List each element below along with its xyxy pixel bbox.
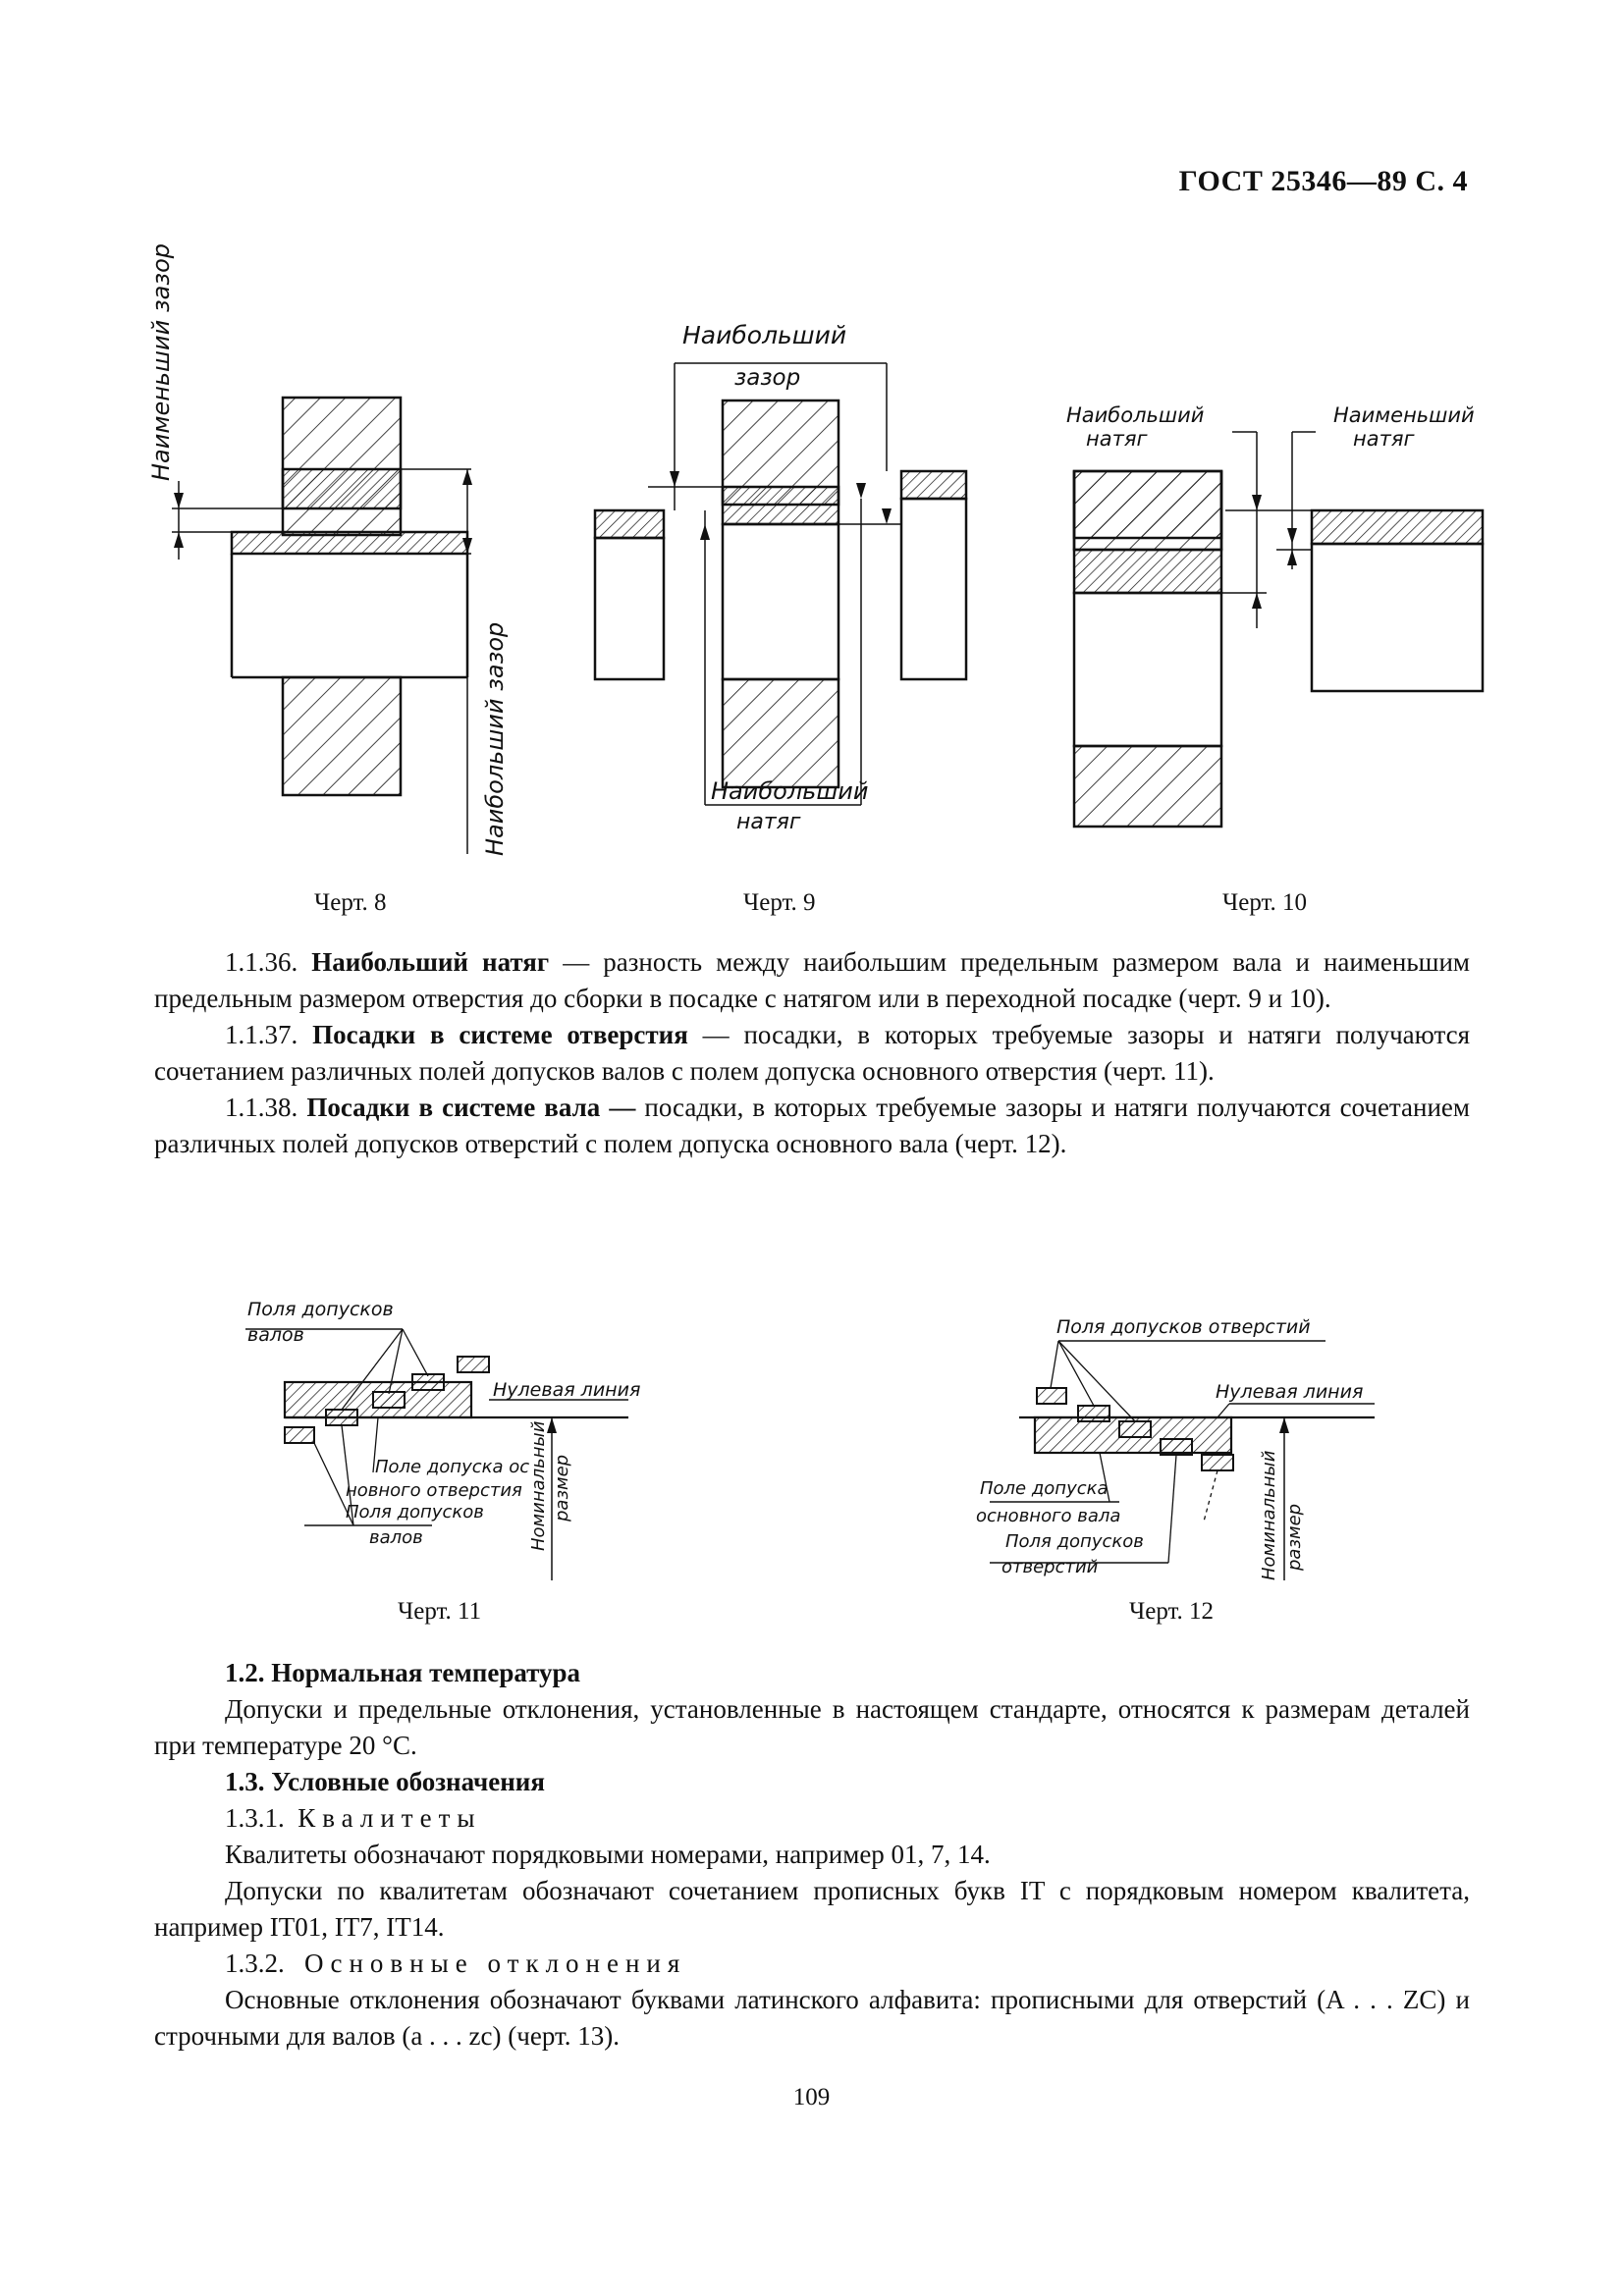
section-1-3-1-text-1: Квалитеты обозначают порядковыми номерами, например 01, 7, 14.	[225, 1840, 991, 1869]
paragraph-1-1-37	[154, 1017, 1470, 1090]
fig12-label-shaft-1: Поле допуска	[980, 1478, 1109, 1499]
fig11-label-zero: Нулевая линия	[493, 1379, 641, 1401]
subsection-title: Основные отклонения	[304, 1949, 687, 1978]
fig11-label-shafts2-2: валов	[369, 1527, 423, 1548]
figure-8-drawing	[147, 243, 509, 874]
text-block-sections	[154, 1655, 1470, 2055]
clause-number: 1.1.36.	[225, 947, 298, 977]
fig8-label-max: Наибольший зазор	[481, 621, 509, 856]
fig12-label-holes2-2: отверстий	[1001, 1557, 1099, 1577]
fig10-label-left-1: Наибольший	[1066, 403, 1205, 427]
fig9-label-top-2: зазор	[734, 365, 801, 391]
fig12-label-nominal-2: размер	[1284, 1503, 1305, 1571]
fig12-label-zero: Нулевая линия	[1216, 1381, 1364, 1403]
fig12-label-holes: Поля допусков отверстий	[1056, 1316, 1311, 1338]
section-1-2-title: 1.2. Нормальная температура	[225, 1658, 581, 1687]
fig10-label-right-1: Наименьший	[1333, 403, 1475, 427]
fig8-label-min: Наименьший зазор	[147, 243, 175, 481]
fig11-label-shafts-2: валов	[247, 1324, 304, 1346]
figure-8-caption: Черт. 8	[314, 889, 387, 916]
clause-number: 1.3.2.	[225, 1949, 285, 1978]
document-header: ГОСТ 25346—89 С. 4	[1178, 165, 1468, 197]
section-1-2-text: Допуски и предельные отклонения, установленные в настоящем стандарте, относятся к размерам деталей при температуре 20 °С.	[154, 1694, 1470, 1760]
definition: посадки, в которых требуемые зазоры и натяги получаются сочетанием различных полей допусков отверстий с полем допуска основного вала (черт. 12).	[154, 1093, 1471, 1158]
section-1-3-2-heading	[154, 1946, 1470, 1982]
page-number: 109	[792, 2084, 831, 2110]
definition: — посадки, в которых требуемые зазоры и натяги получаются сочетанием различных полей допусков валов с полем допуска основного отверстия (черт. 11).	[154, 1020, 1471, 1086]
figure-12-drawing	[972, 1296, 1384, 1590]
clause-number: 1.3.1.	[225, 1803, 285, 1833]
fig9-label-bot-1: Наибольший	[711, 777, 869, 805]
figure-9-caption: Черт. 9	[743, 889, 816, 916]
figure-10-drawing	[1060, 393, 1492, 834]
fig11-label-hole-2: новного отверстия	[346, 1480, 522, 1501]
term: Посадки в системе вала —	[306, 1093, 636, 1122]
definition: — разность между наибольшим предельным размером вала и наименьшим предельным размером отверстия до сборки в посадке с натягом или в переходной посадке (черт. 9 и 10).	[154, 947, 1471, 1013]
fig11-label-hole-1: Поле допуска ос	[375, 1457, 530, 1477]
fig10-label-left-2: натяг	[1086, 427, 1148, 451]
section-1-3-2-text: Основные отклонения обозначают буквами латинского алфавита: прописными для отверстий (A . . . ZC) и строчными для валов (a . . . zc) (черт. 13).	[154, 1985, 1470, 2051]
paragraph-1-1-36	[154, 944, 1470, 1017]
section-1-3-1-text-2: Допуски по квалитетам обозначают сочетанием прописных букв IT с порядковым номером квалитета, например IT01, IT7, IT14.	[154, 1876, 1470, 1942]
fig11-label-nominal-1: Номинальный	[528, 1420, 549, 1551]
fig11-label-shafts2-1: Поля допусков	[346, 1502, 484, 1522]
term: Посадки в системе отверстия	[312, 1020, 688, 1049]
fig11-label-shafts-1: Поля допусков	[247, 1299, 394, 1320]
fig10-label-right-2: натяг	[1353, 427, 1415, 451]
fig9-label-top-1: Наибольший	[682, 321, 847, 349]
section-1-3-1-heading	[154, 1800, 1470, 1837]
fig12-label-holes2-1: Поля допусков	[1005, 1531, 1144, 1552]
fig12-label-nominal-1: Номинальный	[1259, 1450, 1279, 1580]
text-block-definitions	[154, 944, 1470, 1162]
paragraph-1-1-38	[154, 1090, 1470, 1162]
term: Наибольший натяг	[311, 947, 550, 977]
fig11-label-nominal-2: размер	[552, 1454, 572, 1522]
figure-11-drawing	[236, 1296, 648, 1590]
figure-11-caption: Черт. 11	[398, 1598, 482, 1625]
figure-9-drawing	[589, 314, 982, 844]
subsection-title: Квалитеты	[298, 1803, 482, 1833]
fig9-label-bot-2: натяг	[736, 810, 801, 834]
fig12-label-shaft-2: основного вала	[976, 1506, 1121, 1526]
figure-10-caption: Черт. 10	[1222, 889, 1308, 916]
section-1-3-title: 1.3. Условные обозначения	[225, 1767, 545, 1796]
clause-number: 1.1.38.	[225, 1093, 298, 1122]
figure-12-caption: Черт. 12	[1129, 1598, 1215, 1625]
clause-number: 1.1.37.	[225, 1020, 298, 1049]
